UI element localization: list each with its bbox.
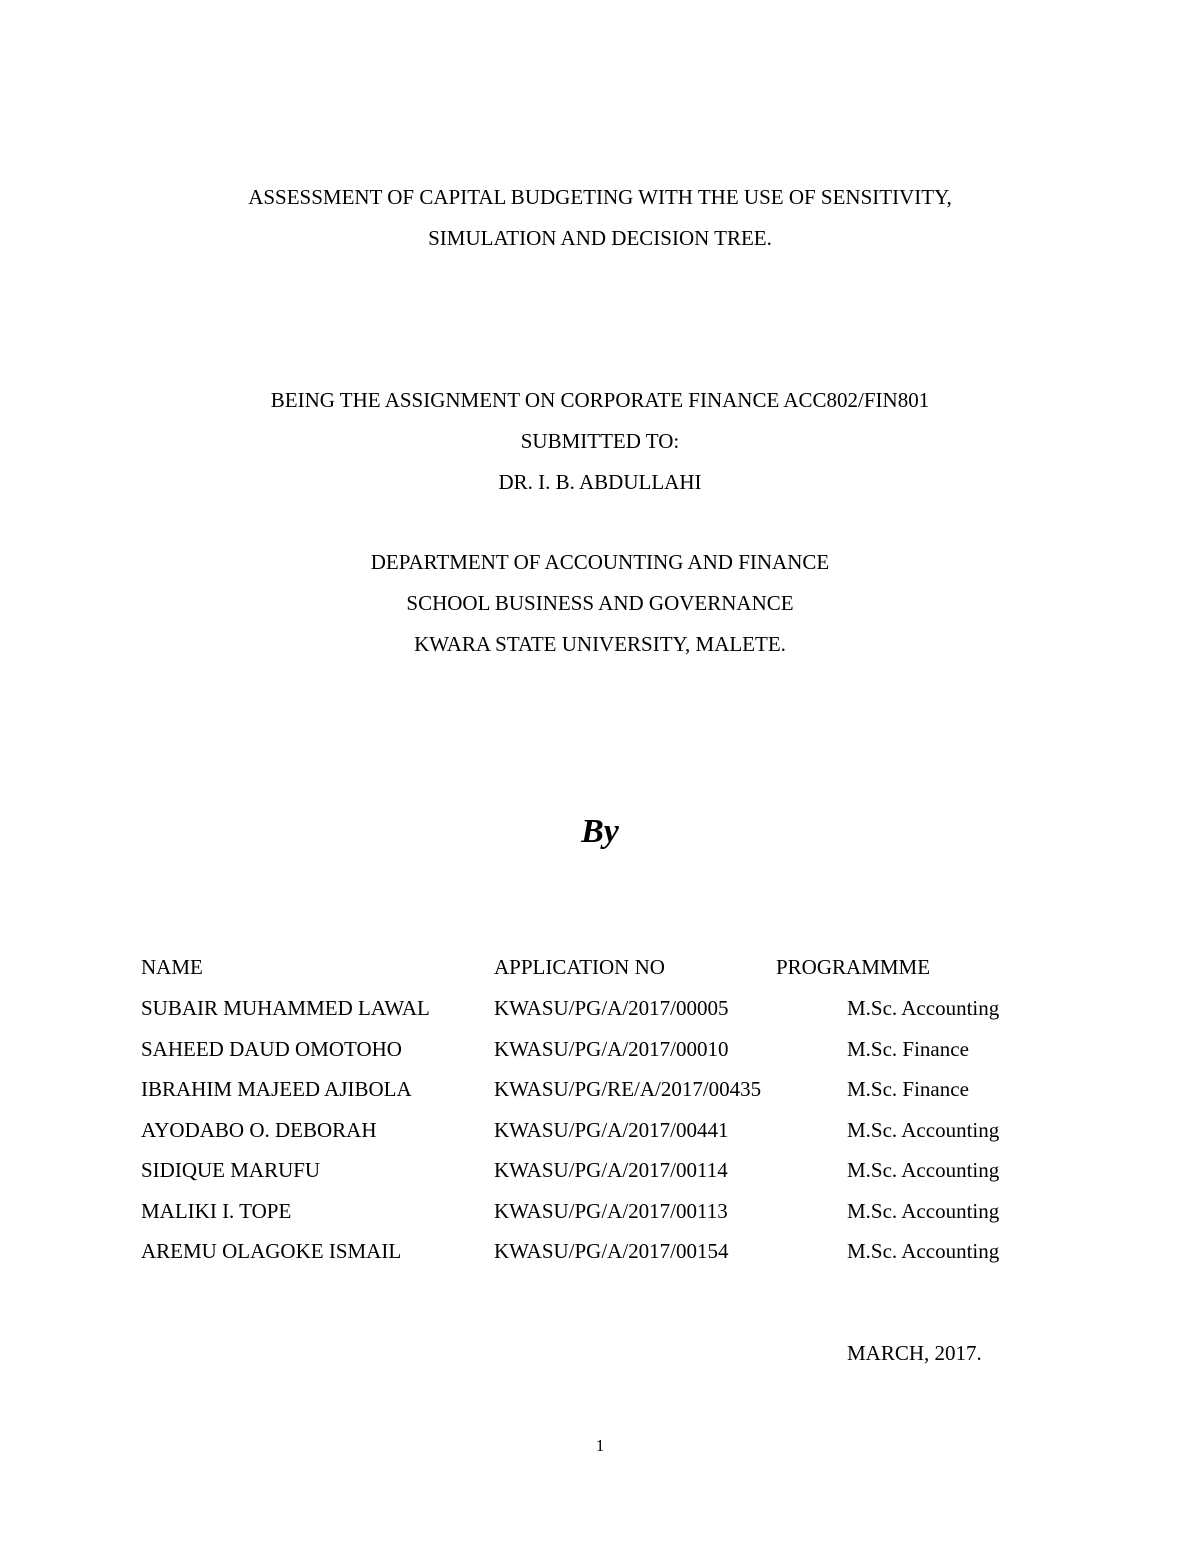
student-name: SIDIQUE MARUFU xyxy=(141,1158,321,1182)
application-number: KWASU/PG/A/2017/00441 xyxy=(494,1118,729,1142)
programme: M.Sc. Accounting xyxy=(847,1158,1000,1182)
student-name: AREMU OLAGOKE ISMAIL xyxy=(141,1239,402,1263)
department-line: DEPARTMENT OF ACCOUNTING AND FINANCE xyxy=(370,550,830,574)
header-application-no: APPLICATION NO xyxy=(494,955,665,979)
by-label: By xyxy=(581,813,619,850)
table-row xyxy=(0,1239,1200,1267)
application-number: KWASU/PG/A/2017/00010 xyxy=(494,1037,729,1061)
assignment-line: BEING THE ASSIGNMENT ON CORPORATE FINANCE ACC802/FIN801 xyxy=(270,388,930,412)
application-number: KWASU/PG/A/2017/00114 xyxy=(494,1158,728,1182)
school-line: SCHOOL BUSINESS AND GOVERNANCE xyxy=(406,591,794,615)
student-name: SAHEED DAUD OMOTOHO xyxy=(141,1037,402,1061)
student-name: SUBAIR MUHAMMED LAWAL xyxy=(141,996,430,1020)
programme: M.Sc. Finance xyxy=(847,1037,969,1061)
student-name: MALIKI I. TOPE xyxy=(141,1199,292,1223)
page-number: 1 xyxy=(595,1436,605,1455)
table-row xyxy=(0,1158,1200,1186)
submitted-to-label: SUBMITTED TO: xyxy=(520,429,680,453)
programme: M.Sc. Accounting xyxy=(847,996,1000,1020)
programme: M.Sc. Accounting xyxy=(847,1199,1000,1223)
title-line-1: ASSESSMENT OF CAPITAL BUDGETING WITH THE USE OF SENSITIVITY, xyxy=(248,185,952,209)
application-number: KWASU/PG/A/2017/00005 xyxy=(494,996,729,1020)
table-row xyxy=(0,1199,1200,1227)
title-line-2: SIMULATION AND DECISION TREE. xyxy=(428,226,772,250)
table-row xyxy=(0,996,1200,1024)
application-number: KWASU/PG/RE/A/2017/00435 xyxy=(494,1077,762,1101)
table-header-row xyxy=(0,955,1200,983)
header-programme: PROGRAMMME xyxy=(776,955,931,979)
student-name: IBRAHIM MAJEED AJIBOLA xyxy=(141,1077,412,1101)
application-number: KWASU/PG/A/2017/00113 xyxy=(494,1199,728,1223)
programme: M.Sc. Accounting xyxy=(847,1239,1000,1263)
header-name: NAME xyxy=(141,955,203,979)
application-number: KWASU/PG/A/2017/00154 xyxy=(494,1239,729,1263)
programme: M.Sc. Finance xyxy=(847,1077,969,1101)
table-row xyxy=(0,1037,1200,1065)
student-name: AYODABO O. DEBORAH xyxy=(141,1118,377,1142)
submission-date: MARCH, 2017. xyxy=(847,1341,982,1365)
table-row xyxy=(0,1077,1200,1105)
programme: M.Sc. Accounting xyxy=(847,1118,1000,1142)
supervisor-name: DR. I. B. ABDULLAHI xyxy=(498,470,702,494)
table-row xyxy=(0,1118,1200,1146)
university-line: KWARA STATE UNIVERSITY, MALETE. xyxy=(414,632,786,656)
